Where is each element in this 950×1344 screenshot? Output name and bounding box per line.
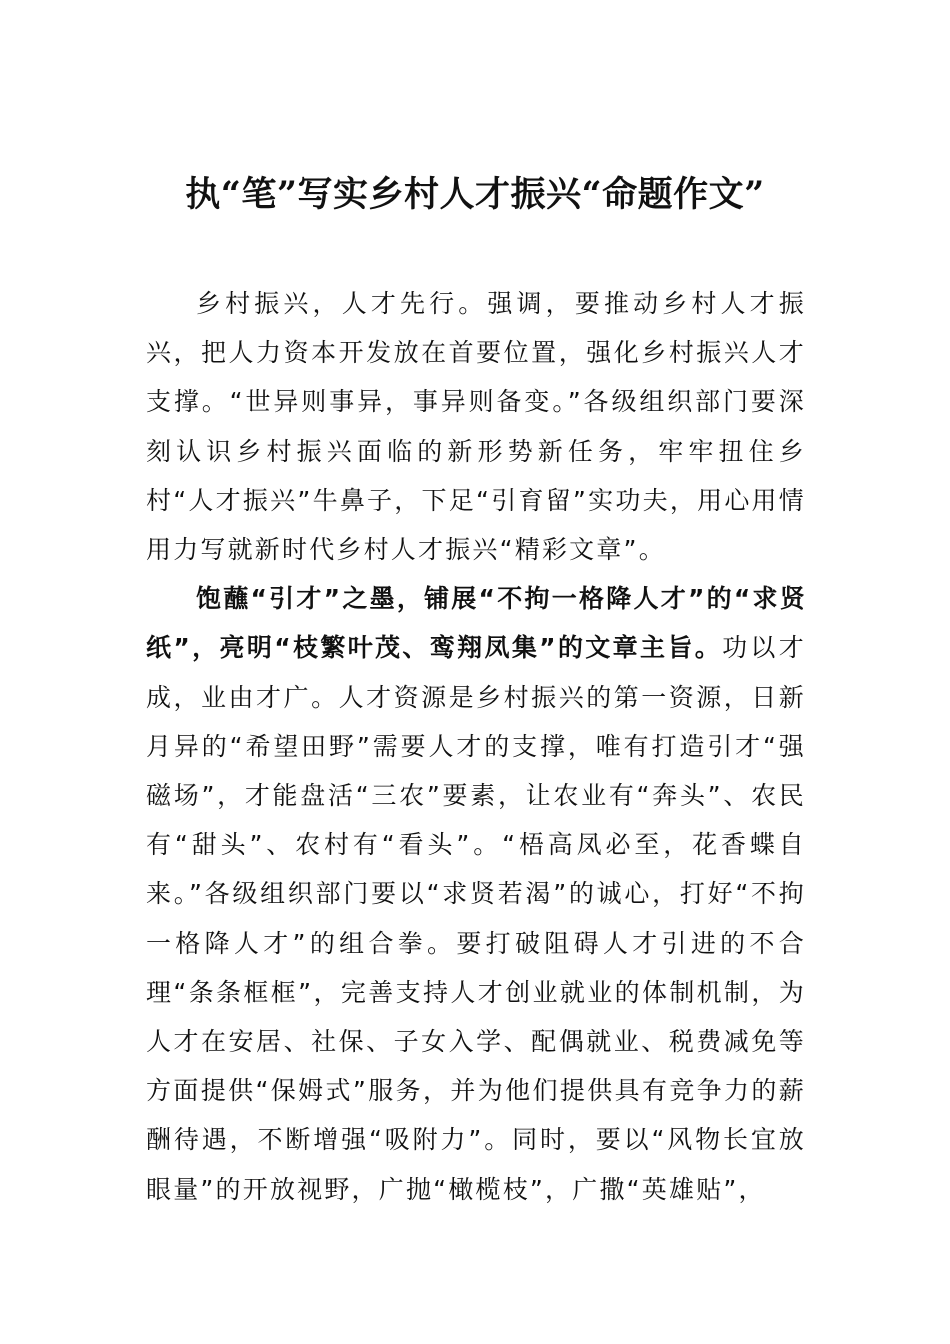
page-title: 执“笔”写实乡村人才振兴“命题作文” [185,174,765,215]
article-body [146,279,806,1214]
paragraph-lead-sentence: 饱蘸“引才”之墨，铺展“不拘一格降人才”的“求贤纸”，亮明“枝繁叶茂、鸾翔凤集”的文章主旨。 [146,584,806,663]
paragraph-talent-recruitment-text: 功以才成，业由才广。人才资源是乡村振兴的第一资源，日新月异的“希望田野”需要人才的支撑，唯有打造引才“强磁场”，才能盘活“三农”要素，让农业有“奔头”、农民有“甜头”、农村有“看头”。“梧高凤必至，花香蝶自来。”各级组织部门要以“求贤若渴”的诚心，打好“不拘一格降人才”的组合拳。要打破阻碍人才引进的不合理“条条框框”，完善支持人才创业就业的体制机制，为人才在安居、社保、子女入学、配偶就业、税费减免等方面提供“保姆式”服务，并为他们提供具有竞争力的薪酬待遇，不断增强“吸附力”。同时，要以“风物长宜放眼量”的开放视野，广抛“橄榄枝”，广撒“英雄贴”， [146,633,806,1204]
paragraph-talent-recruitment [146,574,806,1214]
paragraph-intro-text: 乡村振兴，人才先行。强调，要推动乡村人才振兴，把人力资本开发放在首要位置，强化乡村振兴人才支撑。“世异则事异，事异则备变。”各级组织部门要深刻认识乡村振兴面临的新形势新任务，牢牢扭住乡村“人才振兴”牛鼻子，下足“引育留”实功夫，用心用情用力写就新时代乡村人才振兴“精彩文章”。 [146,289,806,565]
paragraph-intro [146,279,806,574]
